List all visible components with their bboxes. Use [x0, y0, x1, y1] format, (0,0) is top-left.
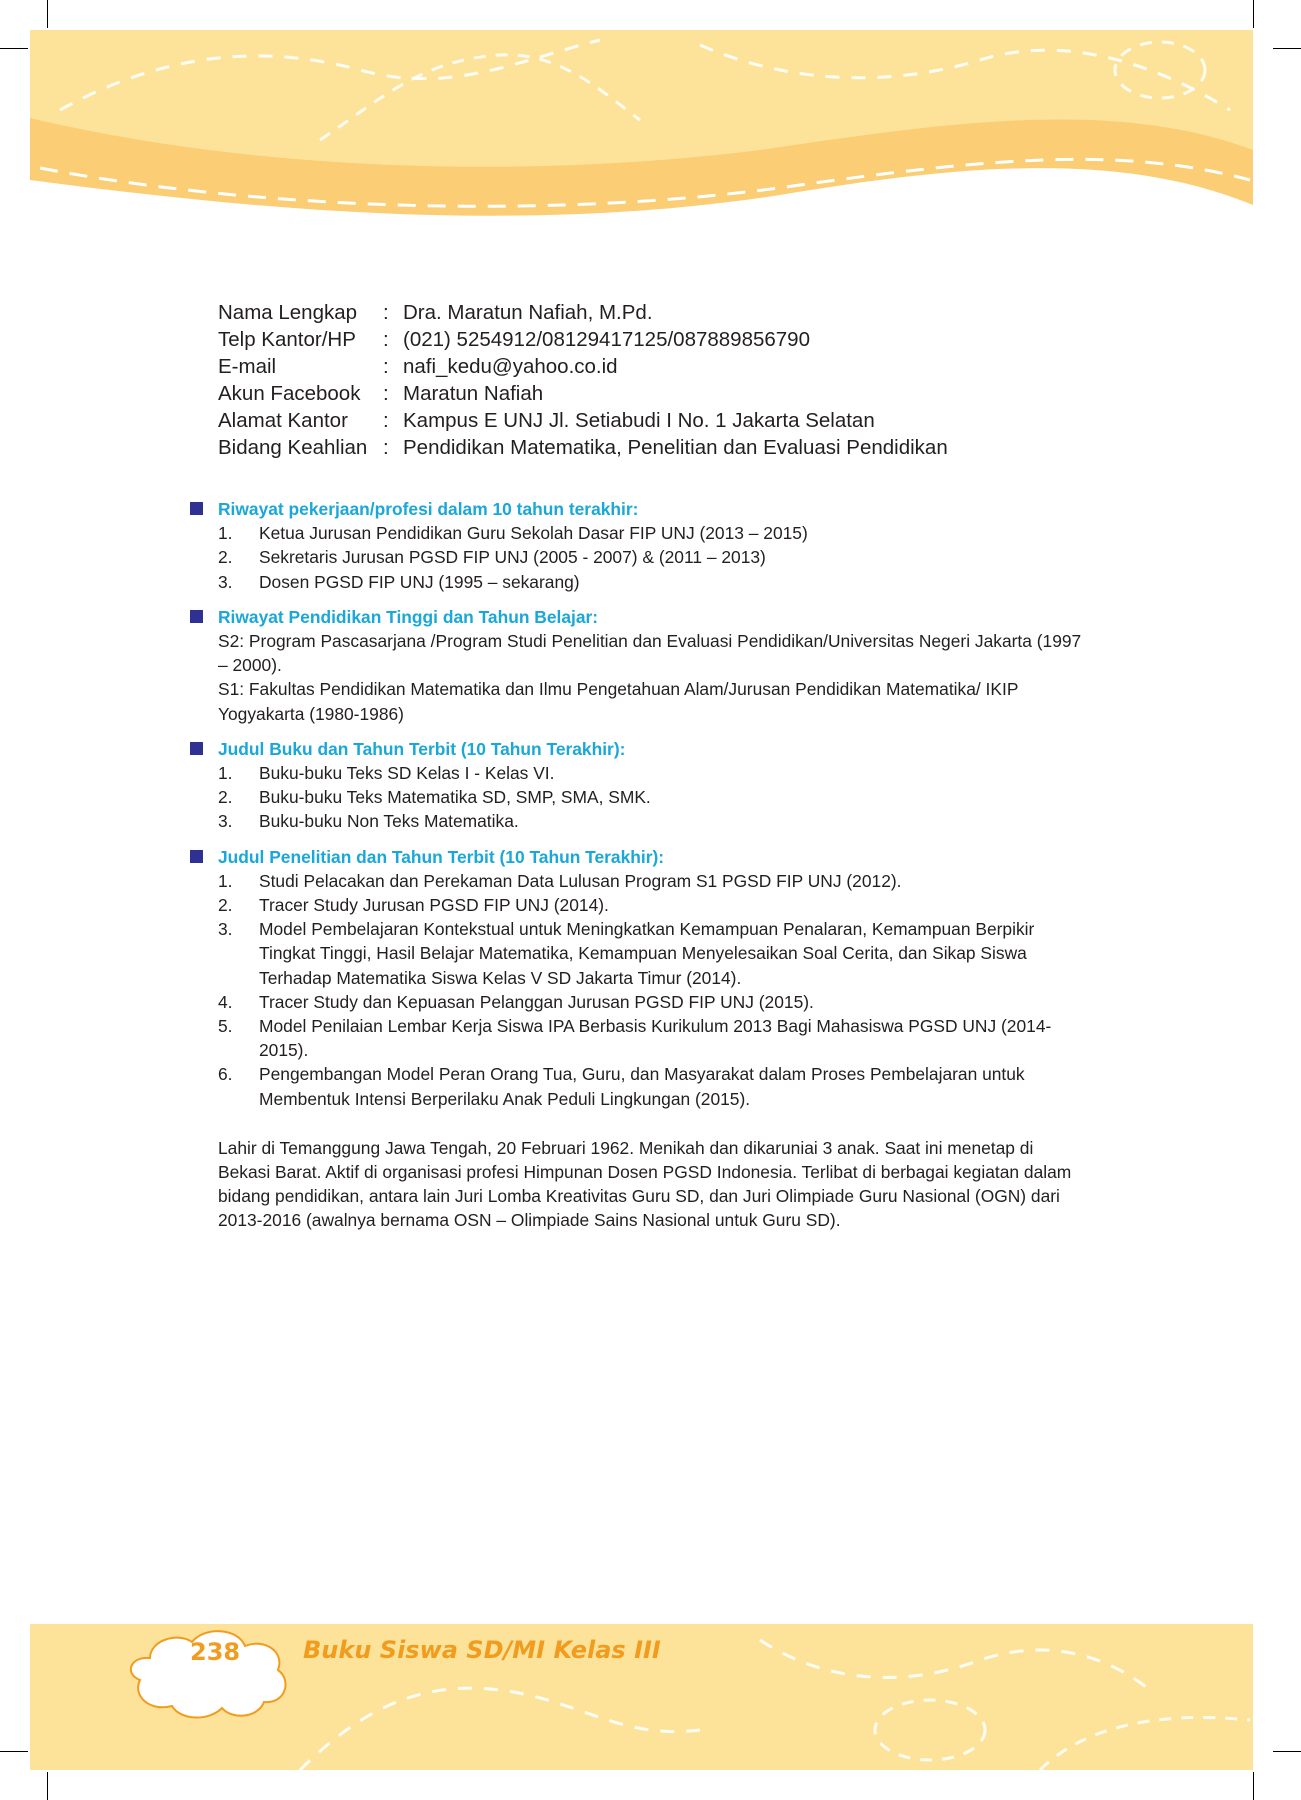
profile-label: Telp Kantor/HP	[218, 328, 356, 351]
list-item	[218, 761, 1088, 785]
item-number: 1.	[218, 523, 233, 544]
list-item	[218, 869, 1088, 893]
item-text: Model Penilaian Lembar Kerja Siswa IPA Berbasis Kurikulum 2013 Bagi Mahasiswa PGSD UNJ (2014-2015).	[259, 1016, 1052, 1061]
profile-separator: :	[383, 301, 389, 324]
profile-value: Maratun Nafiah	[403, 382, 544, 405]
profile-label: E-mail	[218, 355, 277, 378]
profile-label: Bidang Keahlian	[218, 436, 368, 459]
profile-row-facebook	[218, 380, 948, 407]
section-heading-text: Riwayat pekerjaan/profesi dalam 10 tahun terakhir:	[218, 499, 639, 519]
profile-separator: :	[383, 382, 389, 405]
education-s2: S2: Program Pascasarjana /Program Studi Penelitian dan Evaluasi Pendidikan/Universitas Negeri Jakarta (1997 – 2000).	[218, 631, 1082, 676]
section-heading-text: Judul Penelitian dan Tahun Terbit (10 Tahun Terakhir):	[218, 846, 665, 867]
work-history-section	[218, 497, 1088, 594]
list-item	[218, 917, 1088, 990]
item-text: Tracer Study dan Kepuasan Pelanggan Jurusan PGSD FIP UNJ (2015).	[259, 991, 814, 1012]
item-number: 3.	[218, 919, 233, 940]
list-item	[218, 990, 1088, 1014]
list-item	[218, 1062, 1088, 1110]
books-section	[218, 737, 1088, 834]
section-heading	[218, 497, 1088, 521]
education-section	[218, 605, 1088, 726]
biography-content	[218, 497, 1088, 1233]
list-item	[218, 545, 1088, 569]
square-bullet-icon	[190, 610, 203, 623]
profile-label: Alamat Kantor	[218, 409, 348, 432]
item-text: Dosen PGSD FIP UNJ (1995 – sekarang)	[259, 571, 580, 592]
item-number: 2.	[218, 787, 233, 808]
list-item	[218, 570, 1088, 594]
research-section	[218, 845, 1088, 1111]
profile-label: Nama Lengkap	[218, 301, 358, 324]
item-number: 1.	[218, 870, 233, 891]
profile-row-name	[218, 299, 948, 326]
section-heading	[218, 737, 1088, 761]
profile-separator: :	[383, 355, 389, 378]
item-number: 4.	[218, 991, 233, 1012]
education-s1: S1: Fakultas Pendidikan Matematika dan Ilmu Pengetahuan Alam/Jurusan Pendidikan Matematika/ IKIP Yogyakarta (1980-1986)	[218, 679, 1019, 724]
list-item	[218, 785, 1088, 809]
profile-row-phone	[218, 326, 948, 353]
list-item	[218, 1014, 1088, 1062]
profile-row-office-address	[218, 407, 948, 434]
item-number: 2.	[218, 547, 233, 568]
item-number: 2.	[218, 895, 233, 916]
square-bullet-icon	[190, 850, 203, 863]
page-number: 238	[190, 1638, 241, 1666]
item-text: Pengembangan Model Peran Orang Tua, Guru, dan Masyarakat dalam Proses Pembelajaran untuk Membentuk Intensi Berperilaku Anak Peduli Lingkungan (2015).	[259, 1064, 1025, 1109]
profile-value: Kampus E UNJ Jl. Setiabudi I No. 1 Jakarta Selatan	[403, 409, 875, 432]
section-heading-text: Riwayat Pendidikan Tinggi dan Tahun Belajar:	[218, 606, 599, 627]
profile-separator: :	[383, 328, 389, 351]
profile-info	[218, 299, 948, 461]
profile-row-expertise	[218, 434, 948, 461]
bio-paragraph: Lahir di Temanggung Jawa Tengah, 20 Februari 1962. Menikah dan dikaruniai 3 anak. Saat ini menetap di Bekasi Barat. Aktif di organisasi profesi Himpunan Dosen PGSD Indonesia. Terlibat di berbagai kegiatan dalam bidang pendidikan, antara lain Juri Lomba Kreativitas Guru SD, dan Juri Olimpiade Guru Nasional (OGN) dari 2013-2016 (awalnya bernama OSN – Olimpiade Sains Nasional untuk Guru SD).	[218, 1137, 1072, 1231]
book-title: Buku Siswa SD/MI Kelas III	[303, 1636, 661, 1664]
item-text: Buku-buku Teks Matematika SD, SMP, SMA, SMK.	[259, 787, 651, 808]
item-text: Sekretaris Jurusan PGSD FIP UNJ (2005 - 2007) & (2011 – 2013)	[259, 547, 766, 568]
profile-value: nafi_kedu@yahoo.co.id	[403, 355, 618, 378]
item-text: Buku-buku Non Teks Matematika.	[259, 811, 519, 832]
list-item	[218, 521, 1088, 545]
item-number: 6.	[218, 1064, 233, 1085]
section-heading-text: Judul Buku dan Tahun Terbit (10 Tahun Terakhir):	[218, 738, 626, 759]
profile-row-email	[218, 353, 948, 380]
item-number: 1.	[218, 763, 233, 784]
item-number: 5.	[218, 1016, 233, 1037]
square-bullet-icon	[190, 742, 203, 755]
profile-value: Pendidikan Matematika, Penelitian dan Evaluasi Pendidikan	[403, 436, 948, 459]
profile-separator: :	[383, 436, 389, 459]
item-text: Tracer Study Jurusan PGSD FIP UNJ (2014).	[259, 895, 609, 916]
list-item	[218, 809, 1088, 833]
profile-value: (021) 5254912/08129417125/087889856790	[403, 328, 810, 351]
profile-value: Dra. Maratun Nafiah, M.Pd.	[403, 301, 653, 324]
section-heading	[218, 845, 1088, 869]
item-number: 3.	[218, 811, 233, 832]
item-text: Model Pembelajaran Kontekstual untuk Meningkatkan Kemampuan Penalaran, Kemampuan Berpikir Tingkat Tinggi, Hasil Belajar Matematika, Kemampuan Menyelesaikan Soal Cerita, dan Sikap Siswa Terhadap Matematika Siswa Kelas V SD Jakarta Timur (2014).	[259, 919, 1035, 988]
item-text: Ketua Jurusan Pendidikan Guru Sekolah Dasar FIP UNJ (2013 – 2015)	[259, 523, 808, 544]
header-wave-decoration	[0, 0, 1301, 240]
profile-separator: :	[383, 409, 389, 432]
list-item	[218, 893, 1088, 917]
profile-label: Akun Facebook	[218, 382, 361, 405]
square-bullet-icon	[190, 502, 203, 515]
item-text: Studi Pelacakan dan Perekaman Data Lulusan Program S1 PGSD FIP UNJ (2012).	[259, 870, 902, 891]
item-number: 3.	[218, 571, 233, 592]
section-heading	[218, 605, 1088, 629]
item-text: Buku-buku Teks SD Kelas I - Kelas VI.	[259, 763, 555, 784]
